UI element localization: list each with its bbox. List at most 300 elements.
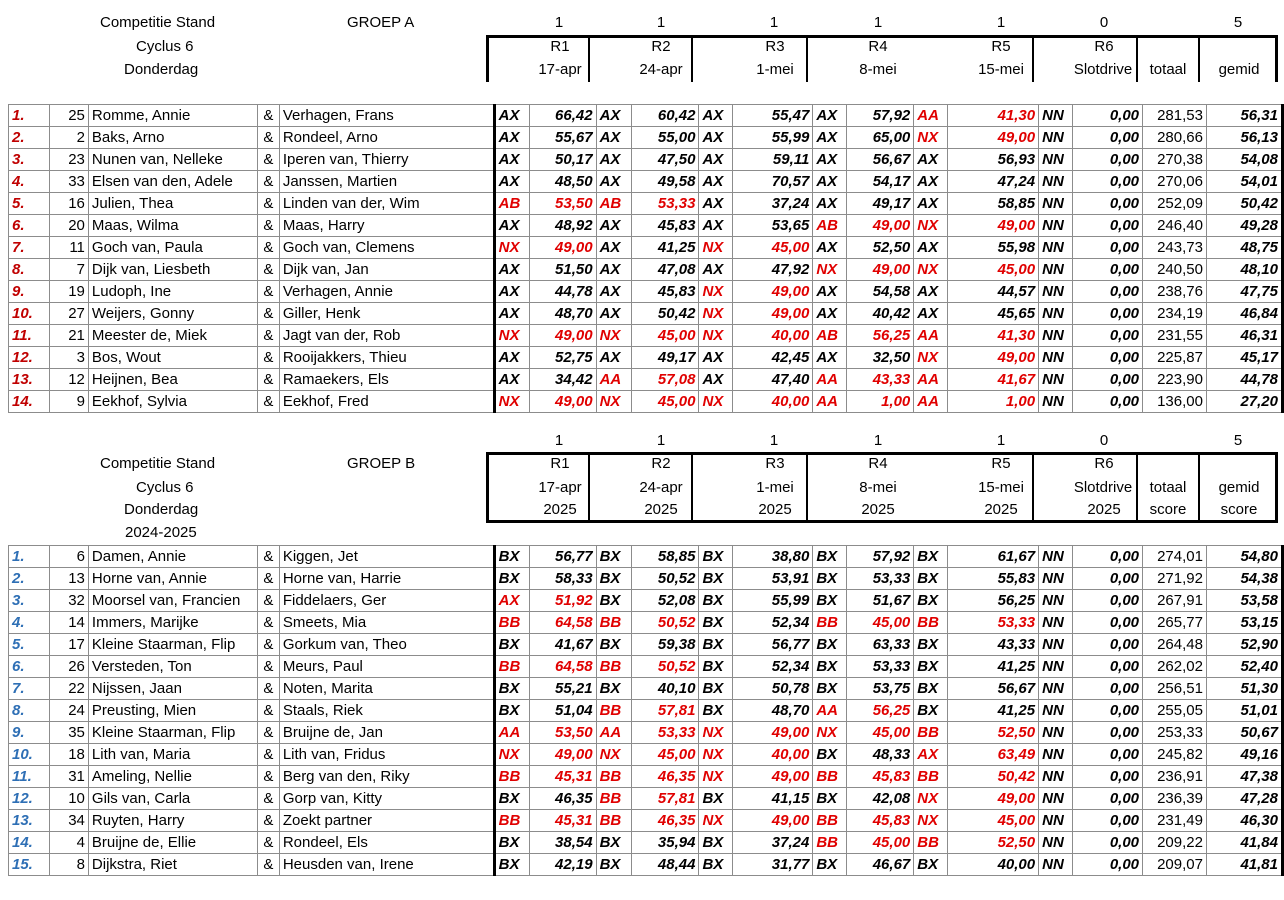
round-5-score: 45,65: [948, 303, 1039, 325]
average-score: 54,38: [1206, 568, 1282, 590]
round-3-code: AX: [699, 105, 733, 127]
round-5-score: 49,00: [948, 347, 1039, 369]
round-5-code: AX: [914, 171, 948, 193]
total-score: 225,87: [1143, 347, 1207, 369]
round-4-code: AA: [813, 391, 847, 413]
round-2-code: AX: [596, 303, 631, 325]
round-5-score: 45,00: [948, 810, 1039, 832]
ampersand: &: [257, 700, 279, 722]
round-2-score: 53,33: [631, 722, 699, 744]
table-row: [9, 259, 1283, 281]
table-row: [9, 744, 1283, 766]
player-2-name: Zoekt partner: [279, 810, 494, 832]
round-3-score: 37,24: [733, 193, 813, 215]
rank-cell: 8.: [9, 259, 50, 281]
player-2-name: Rondeel, Els: [279, 832, 494, 854]
round-6-score: 0,00: [1073, 744, 1143, 766]
divider: [1198, 35, 1200, 82]
player-2-name: Ramaekers, Els: [279, 369, 494, 391]
round-2-code: BX: [596, 854, 631, 876]
group-b-title-2: Cyclus 6: [136, 479, 194, 496]
player-2-name: Maas, Harry: [279, 215, 494, 237]
round-6-score: 0,00: [1073, 568, 1143, 590]
round-1-code: BB: [494, 766, 529, 788]
round-1-code: AX: [494, 369, 529, 391]
round-2-score: 45,83: [631, 281, 699, 303]
round-3-code: AX: [699, 127, 733, 149]
total-score: 234,19: [1143, 303, 1207, 325]
round-6-code: NN: [1039, 832, 1073, 854]
round-3-code: NX: [699, 237, 733, 259]
round-3-code: NX: [699, 303, 733, 325]
player-2-name: Berg van den, Riky: [279, 766, 494, 788]
round-5-code: NX: [914, 788, 948, 810]
table-row: [9, 215, 1283, 237]
divider: [806, 452, 808, 523]
round-3-score: 47,40: [733, 369, 813, 391]
player-2-name: Lith van, Fridus: [279, 744, 494, 766]
ampersand: &: [257, 656, 279, 678]
total-score: 252,09: [1143, 193, 1207, 215]
round-1-score: 64,58: [529, 656, 596, 678]
round-2-score: 53,33: [631, 193, 699, 215]
ampersand: &: [257, 369, 279, 391]
round-4-code: BB: [813, 832, 847, 854]
pair-number-cell: 26: [49, 656, 88, 678]
round-2-score: 47,08: [631, 259, 699, 281]
ampersand: &: [257, 854, 279, 876]
round-4-score: 49,00: [847, 215, 914, 237]
player-1-name: Preusting, Mien: [88, 700, 257, 722]
round-4-score: 49,17: [847, 193, 914, 215]
round-5-score: 41,30: [948, 105, 1039, 127]
ampersand: &: [257, 810, 279, 832]
round-5-code: NX: [914, 215, 948, 237]
round-3-score: 53,91: [733, 568, 813, 590]
total-score: 253,33: [1143, 722, 1207, 744]
table-row: [9, 149, 1283, 171]
round-1-score: 45,31: [529, 766, 596, 788]
round-1-score: 49,00: [529, 237, 596, 259]
total-score: 231,55: [1143, 325, 1207, 347]
pair-number-cell: 3: [49, 347, 88, 369]
group-a-standings-table: [8, 104, 1284, 413]
round-4-code: AX: [813, 303, 847, 325]
average-score: 52,90: [1206, 634, 1282, 656]
pair-number-cell: 8: [49, 854, 88, 876]
ampersand: &: [257, 149, 279, 171]
round-5-code: AX: [914, 193, 948, 215]
average-score: 54,08: [1206, 149, 1282, 171]
round-6-code: NN: [1039, 700, 1073, 722]
round-3-code: NX: [699, 810, 733, 832]
round-3-score: 49,00: [733, 722, 813, 744]
round-4-code: AX: [813, 149, 847, 171]
round-1-code: AX: [494, 259, 529, 281]
total-score: 270,06: [1143, 171, 1207, 193]
round-3-score: 47,92: [733, 259, 813, 281]
average-score: 56,13: [1206, 127, 1282, 149]
round-1-score: 53,50: [529, 722, 596, 744]
round-5-code: NX: [914, 127, 948, 149]
ampersand: &: [257, 127, 279, 149]
group-b-totaal-sub: score: [1149, 501, 1187, 518]
total-score: 238,76: [1143, 281, 1207, 303]
round-2-code: NX: [596, 391, 631, 413]
group-a-title-1: Competitie Stand: [100, 14, 216, 31]
round-5-code: BX: [914, 854, 948, 876]
group-b-title-3: Donderdag: [124, 501, 199, 518]
player-1-name: Dijkstra, Riet: [88, 854, 257, 876]
round-5-score: 52,50: [948, 722, 1039, 744]
total-score: 243,73: [1143, 237, 1207, 259]
ampersand: &: [257, 546, 279, 568]
table-row: [9, 788, 1283, 810]
round-3-score: 40,00: [733, 325, 813, 347]
round-3-code: BX: [699, 678, 733, 700]
round-3-score: 49,00: [733, 303, 813, 325]
round-2-code: NX: [596, 325, 631, 347]
round-5-code: AA: [914, 391, 948, 413]
group-b-weight-r4: 1: [873, 432, 883, 449]
round-1-code: BX: [494, 700, 529, 722]
player-2-name: Dijk van, Jan: [279, 259, 494, 281]
rank-cell: 2.: [9, 568, 50, 590]
round-5-code: AX: [914, 281, 948, 303]
round-4-code: BB: [813, 612, 847, 634]
round-1-code: BX: [494, 568, 529, 590]
ampersand: &: [257, 171, 279, 193]
average-score: 47,75: [1206, 281, 1282, 303]
group-a-r2-label: R2: [651, 38, 671, 55]
ampersand: &: [257, 634, 279, 656]
average-score: 46,30: [1206, 810, 1282, 832]
table-row: [9, 171, 1283, 193]
rank-cell: 14.: [9, 832, 50, 854]
average-score: 48,75: [1206, 237, 1282, 259]
round-4-score: 45,00: [847, 832, 914, 854]
pair-number-cell: 33: [49, 171, 88, 193]
player-1-name: Moorsel van, Francien: [88, 590, 257, 612]
round-2-code: AX: [596, 215, 631, 237]
round-5-score: 50,42: [948, 766, 1039, 788]
pair-number-cell: 18: [49, 744, 88, 766]
round-5-code: BX: [914, 590, 948, 612]
round-3-score: 50,78: [733, 678, 813, 700]
total-score: 267,91: [1143, 590, 1207, 612]
group-b-r5-date: 15-mei: [978, 479, 1024, 496]
table-row: [9, 722, 1283, 744]
round-6-score: 0,00: [1073, 590, 1143, 612]
divider: [1198, 452, 1200, 523]
group-b-label: GROEP B: [347, 455, 416, 472]
round-2-code: BX: [596, 568, 631, 590]
round-4-score: 56,25: [847, 325, 914, 347]
round-6-score: 0,00: [1073, 237, 1143, 259]
round-4-score: 53,33: [847, 656, 914, 678]
group-b-r6-date: Slotdrive: [1073, 479, 1133, 496]
player-2-name: Gorp van, Kitty: [279, 788, 494, 810]
round-2-score: 45,83: [631, 215, 699, 237]
divider: [691, 452, 693, 523]
round-2-code: AX: [596, 171, 631, 193]
rank-cell: 9.: [9, 722, 50, 744]
round-5-code: BX: [914, 546, 948, 568]
average-score: 56,31: [1206, 105, 1282, 127]
ampersand: &: [257, 281, 279, 303]
round-5-code: BB: [914, 766, 948, 788]
round-6-score: 0,00: [1073, 832, 1143, 854]
divider: [1032, 35, 1034, 82]
round-2-code: AX: [596, 281, 631, 303]
round-6-code: NN: [1039, 634, 1073, 656]
player-2-name: Smeets, Mia: [279, 612, 494, 634]
round-4-code: BX: [813, 568, 847, 590]
round-2-code: NX: [596, 744, 631, 766]
round-6-code: NN: [1039, 590, 1073, 612]
round-5-code: AX: [914, 237, 948, 259]
round-6-score: 0,00: [1073, 171, 1143, 193]
group-a-weight-r5: 1: [996, 14, 1006, 31]
ampersand: &: [257, 105, 279, 127]
pair-number-cell: 32: [49, 590, 88, 612]
round-5-code: AX: [914, 303, 948, 325]
round-3-score: 31,77: [733, 854, 813, 876]
player-2-name: Rondeel, Arno: [279, 127, 494, 149]
group-b-gemid-sub: score: [1220, 501, 1258, 518]
round-3-code: BX: [699, 590, 733, 612]
round-1-code: NX: [494, 237, 529, 259]
round-4-score: 45,00: [847, 722, 914, 744]
round-6-score: 0,00: [1073, 193, 1143, 215]
average-score: 52,40: [1206, 656, 1282, 678]
group-b-r4-label: R4: [868, 455, 888, 472]
round-1-score: 49,00: [529, 325, 596, 347]
group-b-r6-label: R6: [1094, 455, 1114, 472]
round-5-score: 53,33: [948, 612, 1039, 634]
round-1-code: BX: [494, 788, 529, 810]
average-score: 46,31: [1206, 325, 1282, 347]
round-3-code: BX: [699, 832, 733, 854]
group-b-title-1: Competitie Stand: [100, 455, 216, 472]
round-3-code: NX: [699, 281, 733, 303]
round-6-score: 0,00: [1073, 854, 1143, 876]
round-1-score: 52,75: [529, 347, 596, 369]
group-a-r1-label: R1: [550, 38, 570, 55]
round-3-code: BX: [699, 546, 733, 568]
pair-number-cell: 34: [49, 810, 88, 832]
round-6-code: NN: [1039, 766, 1073, 788]
round-3-score: 52,34: [733, 656, 813, 678]
divider: [1032, 452, 1034, 523]
round-4-code: BX: [813, 546, 847, 568]
round-5-score: 41,30: [948, 325, 1039, 347]
round-4-score: 57,92: [847, 546, 914, 568]
player-2-name: Noten, Marita: [279, 678, 494, 700]
player-1-name: Baks, Arno: [88, 127, 257, 149]
ampersand: &: [257, 722, 279, 744]
round-2-code: AX: [596, 105, 631, 127]
round-6-code: NN: [1039, 744, 1073, 766]
total-score: 256,51: [1143, 678, 1207, 700]
round-2-code: AX: [596, 259, 631, 281]
rank-cell: 4.: [9, 171, 50, 193]
round-3-code: BX: [699, 700, 733, 722]
round-1-score: 49,00: [529, 744, 596, 766]
round-4-score: 49,00: [847, 259, 914, 281]
round-3-score: 55,99: [733, 127, 813, 149]
total-score: 246,40: [1143, 215, 1207, 237]
group-b-weight-r2: 1: [656, 432, 666, 449]
round-4-code: BX: [813, 656, 847, 678]
round-2-code: AB: [596, 193, 631, 215]
round-4-code: BX: [813, 854, 847, 876]
round-6-code: NN: [1039, 656, 1073, 678]
player-2-name: Horne van, Harrie: [279, 568, 494, 590]
player-1-name: Ameling, Nellie: [88, 766, 257, 788]
total-score: 280,66: [1143, 127, 1207, 149]
rank-cell: 12.: [9, 347, 50, 369]
round-5-score: 52,50: [948, 832, 1039, 854]
round-5-code: BB: [914, 722, 948, 744]
round-6-score: 0,00: [1073, 656, 1143, 678]
pair-number-cell: 6: [49, 546, 88, 568]
round-3-code: NX: [699, 766, 733, 788]
group-b-r2-label: R2: [651, 455, 671, 472]
round-1-score: 38,54: [529, 832, 596, 854]
group-a-r6-label: R6: [1094, 38, 1114, 55]
round-2-score: 57,81: [631, 788, 699, 810]
round-2-score: 57,08: [631, 369, 699, 391]
rank-cell: 4.: [9, 612, 50, 634]
ampersand: &: [257, 832, 279, 854]
group-b-title-4: 2024-2025: [125, 524, 197, 541]
round-4-score: 32,50: [847, 347, 914, 369]
round-4-score: 54,17: [847, 171, 914, 193]
rank-cell: 14.: [9, 391, 50, 413]
round-1-score: 55,21: [529, 678, 596, 700]
player-1-name: Gils van, Carla: [88, 788, 257, 810]
player-2-name: Eekhof, Fred: [279, 391, 494, 413]
round-5-code: BX: [914, 678, 948, 700]
average-score: 48,10: [1206, 259, 1282, 281]
round-3-score: 56,77: [733, 634, 813, 656]
round-6-code: NN: [1039, 281, 1073, 303]
round-3-code: AX: [699, 149, 733, 171]
round-4-score: 57,92: [847, 105, 914, 127]
round-6-score: 0,00: [1073, 325, 1143, 347]
group-b-r5-year: 2025: [984, 501, 1018, 518]
ampersand: &: [257, 678, 279, 700]
ampersand: &: [257, 259, 279, 281]
player-2-name: Gorkum van, Theo: [279, 634, 494, 656]
divider: [691, 35, 693, 82]
round-3-code: NX: [699, 722, 733, 744]
table-row: [9, 590, 1283, 612]
round-4-code: BX: [813, 678, 847, 700]
round-4-score: 40,42: [847, 303, 914, 325]
round-5-code: NX: [914, 347, 948, 369]
round-5-score: 56,67: [948, 678, 1039, 700]
group-a-title-2: Cyclus 6: [136, 38, 194, 55]
total-score: 262,02: [1143, 656, 1207, 678]
average-score: 54,80: [1206, 546, 1282, 568]
ampersand: &: [257, 590, 279, 612]
round-5-code: BX: [914, 700, 948, 722]
round-5-score: 49,00: [948, 127, 1039, 149]
total-score: 274,01: [1143, 546, 1207, 568]
group-b-r2-year: 2025: [644, 501, 678, 518]
average-score: 44,78: [1206, 369, 1282, 391]
table-row: [9, 281, 1283, 303]
divider: [806, 35, 808, 82]
round-6-code: NN: [1039, 788, 1073, 810]
player-2-name: Kiggen, Jet: [279, 546, 494, 568]
pair-number-cell: 13: [49, 568, 88, 590]
group-b-r3-date: 1-mei: [756, 479, 794, 496]
round-4-score: 48,33: [847, 744, 914, 766]
pair-number-cell: 22: [49, 678, 88, 700]
round-5-code: BB: [914, 832, 948, 854]
table-row: [9, 612, 1283, 634]
round-1-code: BB: [494, 656, 529, 678]
round-6-score: 0,00: [1073, 259, 1143, 281]
round-6-score: 0,00: [1073, 215, 1143, 237]
total-score: 231,49: [1143, 810, 1207, 832]
round-4-code: AX: [813, 347, 847, 369]
round-4-code: NX: [813, 259, 847, 281]
round-3-score: 41,15: [733, 788, 813, 810]
round-2-code: BB: [596, 656, 631, 678]
pair-number-cell: 14: [49, 612, 88, 634]
round-4-code: BX: [813, 788, 847, 810]
rank-cell: 6.: [9, 656, 50, 678]
round-2-code: BX: [596, 634, 631, 656]
rank-cell: 1.: [9, 546, 50, 568]
average-score: 45,17: [1206, 347, 1282, 369]
round-2-code: AX: [596, 127, 631, 149]
round-2-score: 50,52: [631, 612, 699, 634]
group-a-r4-date: 8-mei: [859, 61, 897, 78]
round-4-score: 45,83: [847, 766, 914, 788]
table-row: [9, 766, 1283, 788]
round-6-code: NN: [1039, 237, 1073, 259]
round-4-code: AX: [813, 193, 847, 215]
round-2-code: BX: [596, 678, 631, 700]
ampersand: &: [257, 237, 279, 259]
group-b-weight-total: 5: [1233, 432, 1243, 449]
round-1-code: BX: [494, 678, 529, 700]
round-6-score: 0,00: [1073, 788, 1143, 810]
player-1-name: Weijers, Gonny: [88, 303, 257, 325]
group-a-r5-date: 15-mei: [978, 61, 1024, 78]
ampersand: &: [257, 744, 279, 766]
rank-cell: 10.: [9, 744, 50, 766]
round-2-score: 41,25: [631, 237, 699, 259]
round-1-score: 49,00: [529, 391, 596, 413]
round-5-score: 61,67: [948, 546, 1039, 568]
round-1-code: BX: [494, 546, 529, 568]
total-score: 270,38: [1143, 149, 1207, 171]
round-1-code: AX: [494, 347, 529, 369]
round-4-code: NX: [813, 722, 847, 744]
round-3-score: 38,80: [733, 546, 813, 568]
round-5-score: 41,25: [948, 656, 1039, 678]
average-score: 41,84: [1206, 832, 1282, 854]
round-6-score: 0,00: [1073, 391, 1143, 413]
group-a-r6-date: Slotdrive: [1073, 61, 1133, 78]
round-1-score: 64,58: [529, 612, 596, 634]
